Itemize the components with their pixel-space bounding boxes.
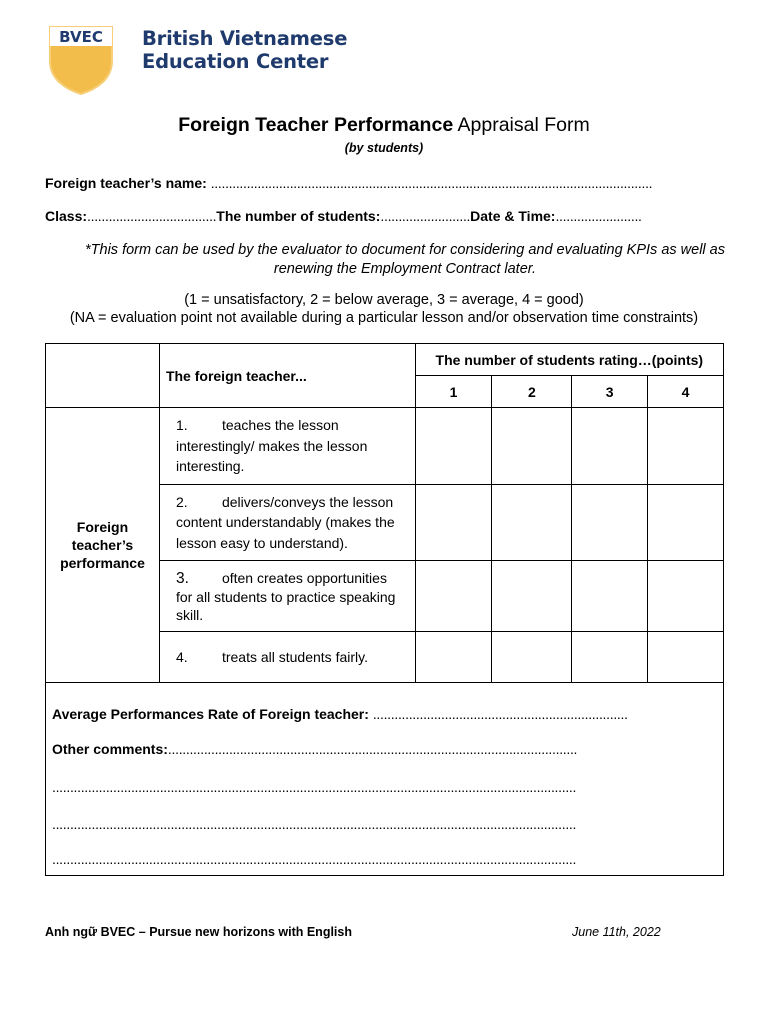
- criterion-cell: [159, 632, 415, 683]
- rating-cell[interactable]: [572, 485, 648, 561]
- form-title: [0, 114, 768, 137]
- rating-cell[interactable]: [415, 485, 492, 561]
- comments-blank[interactable]: ..................................................................................................................: [167, 741, 578, 757]
- teacher-name-label: Foreign teacher’s name:: [45, 175, 207, 191]
- rating-cell[interactable]: [415, 408, 492, 485]
- rating-cell[interactable]: [492, 408, 572, 485]
- class-label: Class:: [45, 208, 88, 224]
- criterion-number: 3.: [175, 569, 189, 587]
- criterion-text: delivers/conveys the lesson content understandably (makes the lesson easy to understand).: [175, 493, 395, 551]
- rating-cell[interactable]: [415, 561, 492, 632]
- rating-scale: (1 = unsatisfactory, 2 = below average, 3 = average, 4 = good): [184, 292, 584, 308]
- students-count-label: The number of students:: [216, 208, 381, 224]
- table-row: [46, 408, 724, 485]
- form-title-rest: Appraisal Form: [457, 114, 590, 136]
- rating-cell[interactable]: [648, 485, 724, 561]
- bvec-logo: [47, 25, 115, 95]
- rating-cell[interactable]: [572, 632, 648, 683]
- rating-cell[interactable]: [648, 561, 724, 632]
- teacher-name-blank[interactable]: ...........................................................................................................................: [210, 175, 653, 191]
- appraisal-table: [45, 343, 724, 683]
- rating-col-4: 4: [648, 376, 724, 408]
- average-rate-label: Average Performances Rate of Foreign teacher:: [52, 706, 369, 722]
- rating-cell[interactable]: [415, 632, 492, 683]
- rating-col-3: 3: [572, 376, 648, 408]
- comment-line[interactable]: ..................................................................................................................................................: [52, 816, 577, 832]
- class-info-line: [45, 208, 642, 224]
- rating-cell[interactable]: [572, 561, 648, 632]
- class-blank[interactable]: ....................................: [87, 208, 217, 224]
- students-count-blank[interactable]: .........................: [380, 208, 471, 224]
- teacher-name-field[interactable]: [45, 175, 652, 191]
- datetime-blank[interactable]: ........................: [555, 208, 642, 224]
- rating-col-2: 2: [492, 376, 572, 408]
- footer-slogan: Anh ngữ BVEC – Pursue new horizons with English: [45, 925, 352, 939]
- organization-name: [142, 27, 347, 73]
- datetime-label: Date & Time:: [470, 208, 556, 224]
- form-subtitle: (by students): [344, 141, 424, 155]
- logo-text: BVEC: [59, 28, 103, 46]
- criterion-number: 2.: [175, 493, 188, 510]
- summary-box: [45, 682, 724, 876]
- org-name-line1: British Vietnamese: [142, 27, 348, 50]
- criterion-number: 4.: [175, 648, 188, 665]
- rating-cell[interactable]: [648, 632, 724, 683]
- section-label: Foreign teacher’s performance: [46, 408, 160, 683]
- criterion-number: 1.: [175, 417, 188, 434]
- rating-cell[interactable]: [572, 408, 648, 485]
- na-note: (NA = evaluation point not available during a particular lesson and/or observation time constraints): [69, 310, 699, 326]
- average-rate-blank[interactable]: .......................................................................: [372, 706, 628, 722]
- org-name-line2: Education Center: [142, 50, 329, 73]
- comments-label: Other comments:: [52, 741, 168, 757]
- footer-date: June 11th, 2022: [572, 925, 661, 939]
- comment-line[interactable]: ..................................................................................................................................................: [52, 779, 577, 795]
- criteria-header: The foreign teacher...: [159, 344, 415, 408]
- usage-note: *This form can be used by the evaluator to document for considering and evaluating KPIs as well as renewing the Employment Contract later.: [85, 242, 725, 277]
- empty-header-cell: [46, 344, 160, 408]
- rating-cell[interactable]: [492, 561, 572, 632]
- comments-field[interactable]: [52, 741, 577, 757]
- rating-cell[interactable]: [648, 408, 724, 485]
- rating-cell[interactable]: [492, 485, 572, 561]
- criterion-cell: [159, 485, 415, 561]
- rating-col-1: 1: [415, 376, 492, 408]
- rating-cell[interactable]: [492, 632, 572, 683]
- criterion-cell: [159, 408, 415, 485]
- average-rate-field[interactable]: [52, 706, 628, 722]
- criterion-text: often creates opportunities for all students to practice speaking skill.: [175, 569, 396, 623]
- form-title-bold: Foreign Teacher Performance: [178, 114, 454, 136]
- criterion-cell: [159, 561, 415, 632]
- criterion-text: teaches the lesson interestingly/ makes the lesson interesting.: [175, 417, 368, 475]
- rating-header: The number of students rating…(points): [415, 344, 723, 376]
- criterion-text: treats all students fairly.: [221, 648, 368, 665]
- comment-line[interactable]: ..................................................................................................................................................: [52, 851, 577, 867]
